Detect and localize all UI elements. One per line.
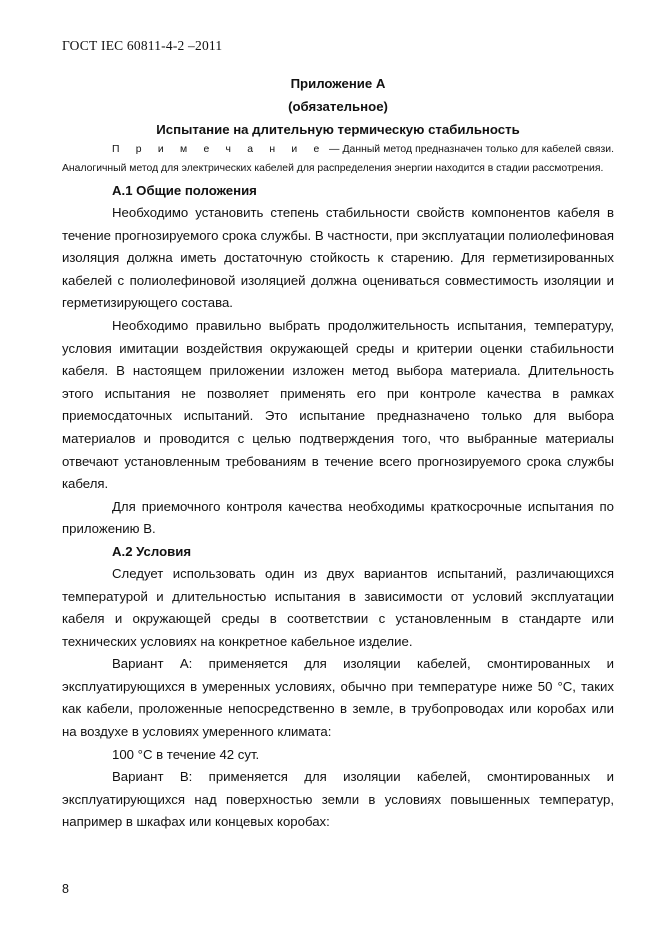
page-number: 8 — [62, 882, 69, 896]
note-label: П р и м е ч а н и е — [112, 144, 326, 155]
document-header: ГОСТ IEC 60811-4-2 –2011 — [62, 38, 223, 53]
section-a2-paragraph-1: Следует использовать один из двух вариантов испытаний, различающихся температурой и длительностью испытания в зависимости от условий эксплуатации кабеля и окружающей среды в соответствии с установленным в стандарте или технических условиях на конкретное кабельное изделие. — [62, 565, 614, 649]
section-a2-variant-b: Вариант В: применяется для изоляции кабелей, смонтированных и эксплуатирующихся над поверхностью земли в условиях повышенных температур, например в шкафах или концевых коробах: — [62, 769, 614, 830]
note-paragraph — [62, 140, 614, 178]
annex-title: Приложение А — [290, 76, 386, 91]
document-body — [62, 72, 614, 834]
section-a2-variant-a: Вариант А: применяется для изоляции кабелей, смонтированных и эксплуатирующихся в умеренных условиях, обычно при температуре ниже 50 °С, таких как кабели, проложенные непосредственно в земле, в трубопроводах или коробах или на воздухе в условиях умеренного климата: — [62, 656, 614, 740]
annex-status: (обязательное) — [288, 99, 388, 114]
section-a2-variant-a-value: 100 °С в течение 42 сут. — [112, 746, 260, 762]
section-a1-title: А.1 Общие положения — [112, 183, 257, 198]
section-a1-paragraph-3: Для приемочного контроля качества необходимы краткосрочные испытания по приложению В. — [62, 498, 614, 537]
section-a2-title: А.2 Условия — [112, 543, 192, 559]
section-a1-paragraph-1: Необходимо установить степень стабильности свойств компонентов кабеля в течение прогнозируемого срока службы. В частности, при эксплуатации полиолефиновая изоляция должна иметь достаточную стойкость к старению. Для герметизированных кабелей с полиолефиновой изоляцией должна оцениваться совместимость изоляции и герметизирующего состава. — [62, 205, 614, 311]
annex-heading: Испытание на длительную термическую стабильность — [156, 122, 520, 137]
section-a1-paragraph-2: Необходимо правильно выбрать продолжительность испытания, температуру, условия имитации воздействия окружающей среды и критерии оценки стабильности кабеля. В настоящем приложении изложен метод выбора материала. Длительность этого испытания не позволяет применять его при контроле качества в рамках приемосдаточных испытаний. Это испытание предназначено только для выбора материалов и проводится с целью подтверждения того, что выбранные материалы отвечают установленным требованиям в течение всего прогнозируемого срока службы кабеля. — [62, 317, 614, 492]
note-text: — Данный метод предназначен только для кабелей связи. Аналогичный метод для электрических кабелей для распределения энергии находится в стадии рассмотрения. — [62, 144, 615, 174]
